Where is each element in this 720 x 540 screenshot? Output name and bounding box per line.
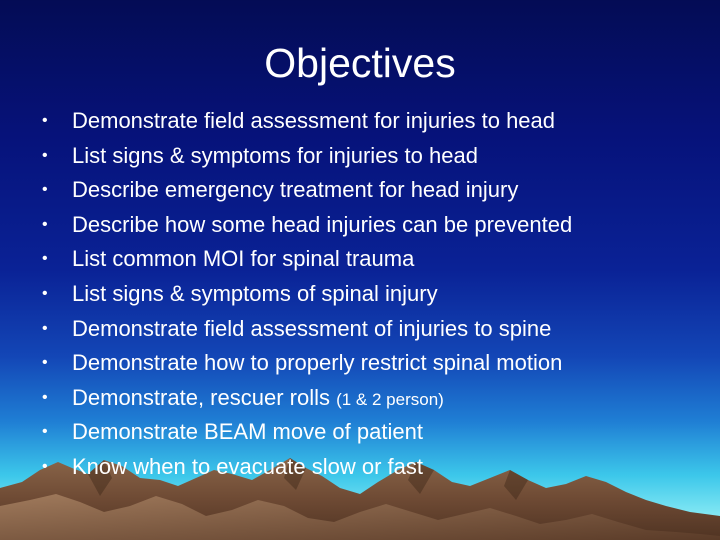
list-item-text: List common MOI for spinal trauma	[72, 246, 415, 272]
list-item	[0, 173, 700, 208]
bullet-icon: •	[42, 181, 48, 199]
bullet-icon: •	[42, 388, 48, 406]
bullet-icon: •	[42, 284, 48, 302]
list-item-text: List signs & symptoms for injuries to head	[72, 142, 478, 168]
list-item-text: Know when to evacuate slow or fast	[72, 453, 423, 479]
bullet-icon: •	[42, 319, 48, 337]
bullet-icon: •	[42, 423, 48, 441]
list-item	[0, 104, 700, 139]
bullet-icon: •	[42, 354, 48, 372]
list-item	[0, 242, 700, 277]
bullet-icon: •	[42, 250, 48, 268]
list-item-text: Describe how some head injuries can be prevented	[72, 211, 573, 237]
list-item	[0, 415, 700, 450]
list-item	[0, 381, 700, 416]
list-item	[0, 277, 700, 312]
list-item	[0, 346, 700, 381]
list-item-note: (1 & 2 person)	[336, 389, 444, 409]
objectives-list	[0, 104, 700, 485]
list-item-text: Demonstrate field assessment for injuries to head	[72, 108, 556, 133]
bullet-icon: •	[42, 215, 48, 233]
list-item-text: Demonstrate how to properly restrict spinal motion	[72, 350, 563, 376]
list-item	[0, 312, 700, 347]
list-item-text: List signs & symptoms of spinal injury	[72, 280, 438, 306]
list-item-text: Describe emergency treatment for head injury	[72, 177, 519, 203]
bullet-icon: •	[42, 146, 48, 164]
list-item	[0, 450, 700, 485]
list-item	[0, 208, 700, 243]
bullet-icon: •	[42, 112, 48, 129]
slide-title: Objectives	[264, 40, 456, 86]
list-item	[0, 139, 700, 174]
list-item-text: Demonstrate BEAM move of patient	[72, 419, 423, 445]
list-item-text: Demonstrate field assessment of injuries to spine	[72, 315, 552, 341]
bullet-icon: •	[42, 457, 48, 475]
list-item-main-text: Demonstrate, rescuer rolls	[72, 384, 337, 410]
list-item-text	[72, 381, 444, 418]
